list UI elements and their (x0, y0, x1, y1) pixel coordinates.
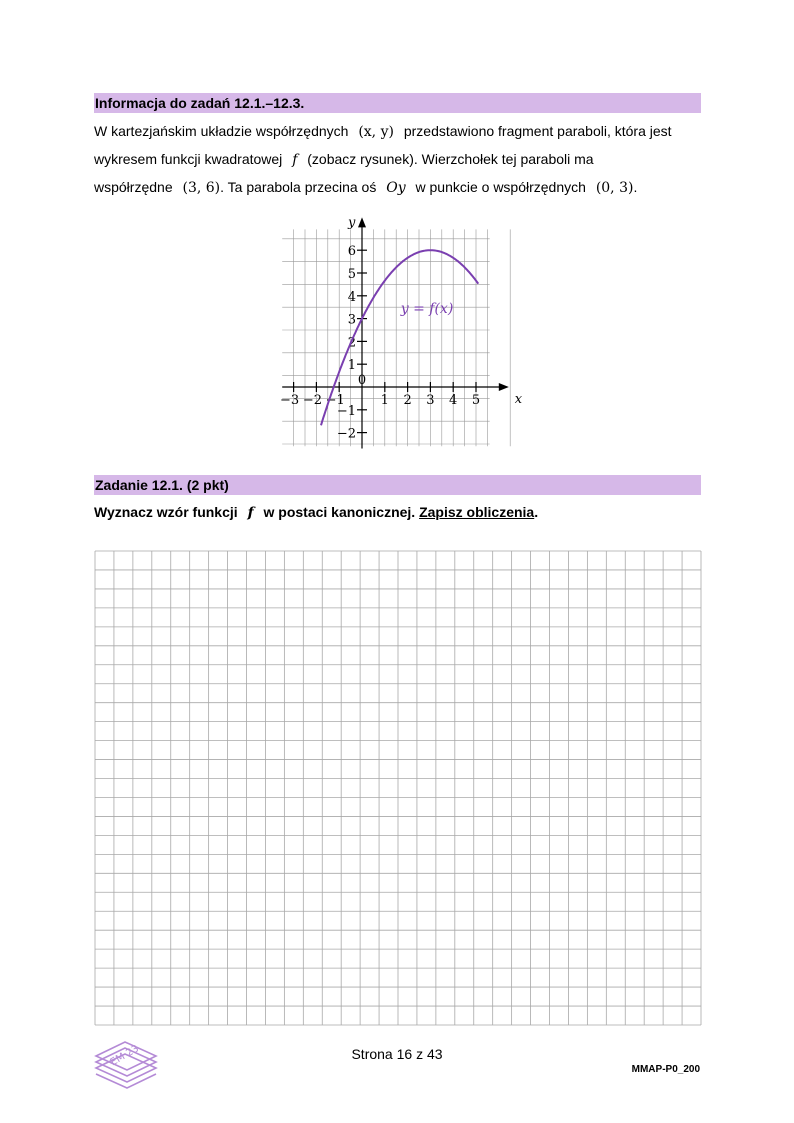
instruction-text: w postaci kanonicznej. (263, 504, 416, 520)
task-instruction (94, 504, 538, 521)
x-axis-arrow-icon (499, 383, 509, 391)
y-axis-label: y (348, 215, 356, 231)
y-tick-label: −2 (336, 426, 356, 442)
math-point: (0, 3) (595, 180, 634, 196)
math-f: f (247, 505, 254, 521)
x-tick-label: 3 (426, 393, 435, 408)
y-tick-label: 1 (347, 358, 356, 374)
answer-grid[interactable] (94, 550, 702, 1026)
math-axis: Oy (386, 180, 406, 196)
exam-code: MMAP-P0_200 (631, 1064, 700, 1075)
x-tick-label: 0 (357, 373, 367, 388)
instruction-text: . (534, 504, 539, 520)
intro-text: przedstawiono fragment paraboli, która jest (403, 123, 672, 139)
y-tick-label: 6 (347, 244, 356, 260)
intro-paragraph (94, 117, 704, 201)
y-tick-label: 4 (347, 289, 356, 305)
chart-grid (282, 229, 510, 446)
svg-text:EM 23: EM 23 (108, 1043, 141, 1069)
math-vertex: (3, 6) (182, 180, 221, 196)
x-tick-label: 2 (403, 393, 412, 408)
intro-text: współrzędne (94, 179, 173, 195)
x-tick-label: 1 (380, 393, 389, 408)
intro-text: w punkcie o współrzędnych (415, 179, 586, 195)
x-tick-label: −2 (302, 393, 322, 408)
intro-text: . (633, 179, 638, 195)
x-tick-label: 5 (471, 393, 481, 408)
intro-text: . Ta parabola przecina oś (220, 179, 377, 195)
math-f: f (292, 152, 298, 168)
x-tick-label: −3 (280, 393, 300, 408)
task-header: Zadanie 12.1. (2 pkt) (94, 475, 701, 495)
x-axis-label: x (514, 392, 523, 407)
y-axis-arrow-icon (358, 217, 366, 227)
instruction-text: Wyznacz wzór funkcji (94, 504, 238, 520)
instruction-underlined: Zapisz obliczenia (419, 504, 535, 520)
y-tick-label: 2 (347, 335, 356, 351)
y-tick-label: 3 (347, 312, 356, 328)
math-xy: (x, y) (358, 124, 394, 140)
x-tick-label: 4 (449, 393, 458, 408)
y-tick-label: −1 (336, 403, 356, 419)
y-tick-label: 5 (347, 267, 356, 282)
function-label: y = f(x) (400, 301, 454, 318)
x-tick-label: −1 (325, 393, 345, 408)
intro-text: W kartezjańskim układzie współrzędnych (94, 123, 349, 139)
info-header: Informacja do zadań 12.1.–12.3. (94, 93, 701, 113)
parabola-chart (270, 210, 523, 455)
intro-text: (zobacz rysunek). Wierzchołek tej paraboli ma (307, 151, 594, 167)
intro-text: wykresem funkcji kwadratowej (94, 151, 283, 167)
page-number: Strona 16 z 43 (351, 1046, 443, 1062)
